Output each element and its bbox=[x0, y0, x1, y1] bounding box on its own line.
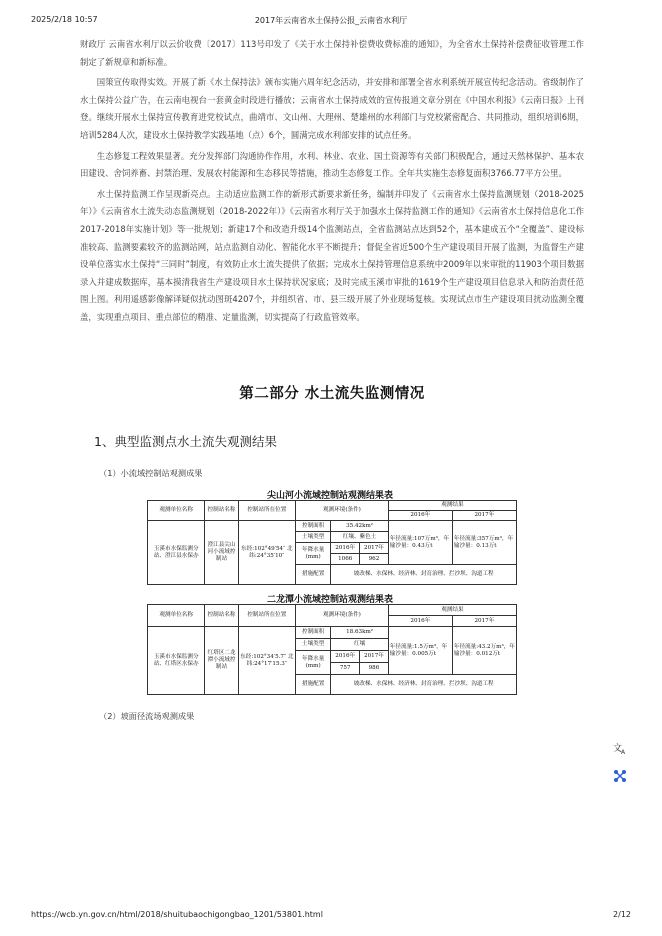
cell-unit: 玉溪市水保监测分站、澄江县水保办 bbox=[148, 521, 205, 585]
table-title-jianshanhe: 尖山河小流域控制站观测结果表 bbox=[266, 491, 393, 501]
label-measures: 措施配置 bbox=[296, 565, 331, 585]
cell-soil: 红壤 bbox=[331, 639, 388, 651]
page-number: 2/12 bbox=[613, 910, 631, 919]
th-2017: 2017年 bbox=[452, 616, 516, 627]
cell-rain-2016: 757 bbox=[331, 663, 360, 675]
label-rain: 年降水量(mm) bbox=[296, 543, 331, 565]
paragraph-fee-standard: 财政厅 云南省水利厅以云价收费〔2017〕113号印发了《关于水土保持补偿费收费标准的通知》，为全省水土保持补偿费征收管理工作制定了新规章和新标准。 bbox=[80, 39, 584, 67]
cell-area: 18.63km² bbox=[331, 627, 388, 639]
sub-heading-slope-runoff: （2）坡面径流场观测成果 bbox=[99, 711, 195, 721]
cell-result-2017: 年径流量:357万m³，年输沙量：0.13万t bbox=[452, 521, 516, 565]
th-unit: 观测单位名称 bbox=[148, 501, 205, 521]
th-env: 观测环境(条件) bbox=[296, 501, 389, 521]
cell-rain-2017: 986 bbox=[360, 663, 389, 675]
rain-year-2016: 2016年 bbox=[331, 651, 360, 663]
cell-station: 澄江县尖山河小流域控制站 bbox=[205, 521, 238, 585]
cell-result-2016: 年径流量:1.5万m³，年输沙量：0.005万t bbox=[388, 627, 452, 675]
th-station: 控制站名称 bbox=[205, 605, 238, 627]
subsection-title: 1、典型监测点水土流失观测结果 bbox=[94, 434, 277, 449]
sub-heading-watershed-stations: （1）小流域控制站观测成果 bbox=[99, 468, 203, 478]
th-result: 观测结果 bbox=[388, 605, 516, 616]
page-url[interactable]: https://wcb.yn.gov.cn/html/2018/shuitubaochigongbao_1201/53801.html bbox=[31, 910, 323, 919]
label-measures: 措施配置 bbox=[296, 675, 331, 695]
th-env: 观测环境(条件) bbox=[296, 605, 389, 627]
floating-toolbar bbox=[612, 740, 632, 796]
rain-year-2017: 2017年 bbox=[360, 651, 389, 663]
table-jianshanhe bbox=[147, 500, 517, 585]
svg-text:A: A bbox=[621, 749, 626, 756]
cell-rain-2017: 962 bbox=[360, 554, 389, 565]
section-title: 第二部分 水土流失监测情况 bbox=[239, 386, 425, 402]
th-result: 观测结果 bbox=[388, 501, 516, 511]
cell-soil: 红壤、紫色土 bbox=[331, 532, 388, 543]
rain-year-2016: 2016年 bbox=[331, 543, 360, 554]
cell-location: 东经:102°34′5.7″ 北纬:24°17′15.3″ bbox=[238, 627, 295, 695]
paragraph-publicity: 国策宣传取得实效。开展了新《水土保持法》颁布实施六周年纪念活动，并安排和部署全省水利系统开展宣传纪念活动。省级制作了水土保持公益广告，在云南电视台一套黄金时段进行播放；云南省水土保持成效的宣传报道文章分别在《中国水利报》《云南日报》上刊登。继续开展水土保持宣传教育进党校试点，曲靖市、文山州、大理州、楚雄州的水利部门与党校紧密配合、共同推动，组织培训6期，培训5284人次，建设水土保持教学实践基地（点）6个，圆满完成水利部安排的试点任务。 bbox=[80, 77, 584, 140]
table-title-erlongtan: 二龙潭小流域控制站观测结果表 bbox=[266, 595, 393, 605]
th-2016: 2016年 bbox=[388, 616, 452, 627]
th-station: 控制站名称 bbox=[205, 501, 238, 521]
th-location: 控制站所在位置 bbox=[238, 605, 295, 627]
cell-measures: 坡改梯、水保林、经济林、封育治理、拦沙坝、沟道工程 bbox=[331, 675, 517, 695]
paragraph-monitoring: 水土保持监测工作呈现新亮点。主动适应监测工作的新形式新要求新任务，编制并印发了《云南省水土保持监测规划（2018-2025年）》《云南省水土流失动态监测规划（2018-2022年）》《云南省水利厅关于加强水土保持监测工作的通知》《云南省水土保持信息化工作2017-2018年实施计划》等一批规划；新建17个和改造升级14个监测站点，全省监测站点达到52个，基本建成五个“全覆盖”、建设标准较高、监测要素较齐的监测站网，站点监测自动化、智能化水平不断提升；督促全省近500个生产建设项目开展了监测，为监督生产建设单位落实水土保持“三同时”制度，有效防止水土流失提供了依据；完成水土保持管理信息系统中2009年以来审批的11903个项目数据录入并建成数据库，基本摸清我省生产建设项目水土保持状况家底；及时完成玉溪市审批的1619个生产建设项目信息录入和防治责任范围上图。利用遥感影像解译疑似扰动图斑4207个，并组织省、市、县三级开展了外业现场复核。实现试点市生产建设项目扰动监测全覆盖，实现重点项目、重点部位的精准、定量监测，切实提高了行政监管效率。 bbox=[80, 188, 584, 322]
label-soil: 土壤类型 bbox=[296, 532, 331, 543]
body-text bbox=[80, 36, 584, 330]
table-erlongtan bbox=[147, 604, 517, 695]
cell-station: 红塔区二龙潭小流域控制站 bbox=[205, 627, 238, 695]
translate-icon[interactable] bbox=[612, 740, 628, 756]
print-datetime: 2025/2/18 10:57 bbox=[31, 15, 98, 24]
th-location: 控制站所在位置 bbox=[238, 501, 295, 521]
cell-area: 35.42km² bbox=[331, 521, 388, 532]
rain-year-2017: 2017年 bbox=[360, 543, 389, 554]
label-rain: 年降水量(mm) bbox=[296, 651, 331, 675]
cell-location: 东经:102°49′54″ 北纬:24°35′10″ bbox=[238, 521, 295, 585]
th-unit: 观测单位名称 bbox=[148, 605, 205, 627]
th-2016: 2016年 bbox=[388, 511, 452, 521]
ai-assistant-icon[interactable] bbox=[612, 768, 628, 784]
svg-text:文: 文 bbox=[613, 744, 623, 754]
label-soil: 土壤类型 bbox=[296, 639, 331, 651]
cell-measures: 坡改梯、水保林、经济林、封育治理、拦沙坝、沟道工程 bbox=[331, 565, 517, 585]
paragraph-eco-restoration: 生态修复工程效果显著。充分发挥部门沟通协作作用，水利、林业、农业、国土资源等有关部门积极配合，通过天然林保护、基本农田建设、舍饲养畜、封禁治理、发展农村能源和生态移民等措施，推动生态修复工作。全年共实施生态修复面积3766.77平方公里。 bbox=[80, 150, 584, 179]
th-2017: 2017年 bbox=[452, 511, 516, 521]
label-area: 控制面积 bbox=[296, 521, 331, 532]
document-title: 2017年云南省水土保持公报_云南省水利厅 bbox=[254, 16, 408, 25]
cell-result-2017: 年径流量:43.2万m³，年输沙量：0.012万t bbox=[452, 627, 516, 675]
cell-rain-2016: 1066 bbox=[331, 554, 360, 565]
label-area: 控制面积 bbox=[296, 627, 331, 639]
cell-result-2016: 年径流量:107万m³，年输沙量：0.43万t bbox=[388, 521, 452, 565]
cell-unit: 玉溪市水保监测分站、红塔区水保办 bbox=[148, 627, 205, 695]
